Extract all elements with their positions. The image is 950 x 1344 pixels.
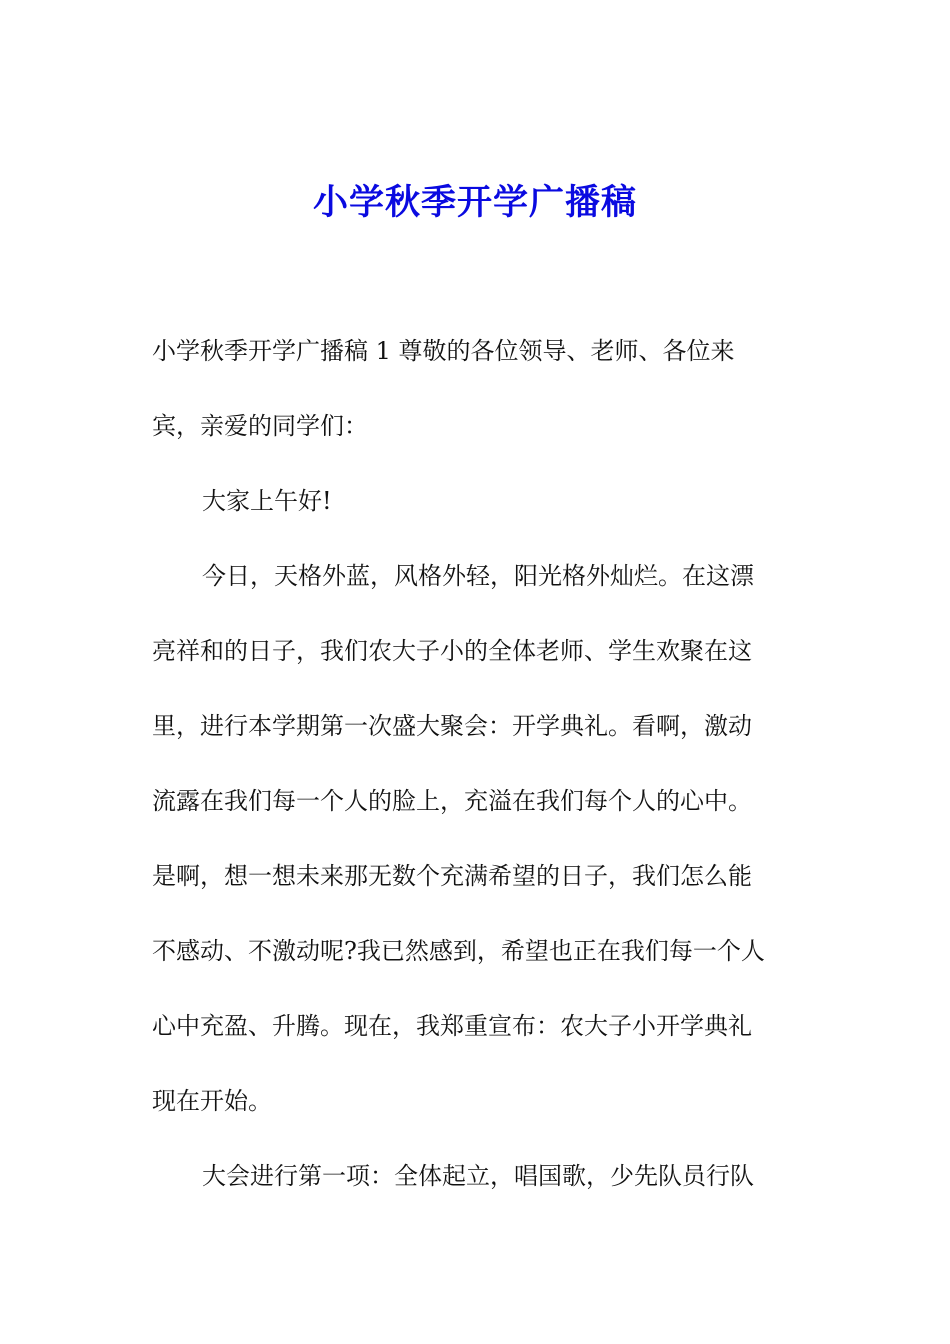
document-title: 小学秋季开学广播稿 bbox=[312, 183, 637, 223]
body-line: 亮祥和的日子，我们农大子小的全体老师、学生欢聚在这 bbox=[152, 637, 752, 665]
body-line: 今日，天格外蓝，风格外轻，阳光格外灿烂。在这漂 bbox=[202, 562, 754, 590]
body-line: 流露在我们每一个人的脸上，充溢在我们每个人的心中。 bbox=[152, 787, 752, 815]
body-line: 宾，亲爱的同学们： bbox=[152, 412, 368, 440]
body-line: 不感动、不激动呢?我已然感到，希望也正在我们每一个人 bbox=[152, 937, 765, 965]
body-line: 心中充盈、升腾。现在，我郑重宣布：农大子小开学典礼 bbox=[152, 1012, 752, 1040]
body-line: 大会进行第一项：全体起立，唱国歌，少先队员行队 bbox=[202, 1162, 754, 1190]
body-line: 现在开始。 bbox=[152, 1087, 272, 1115]
body-line: 大家上午好! bbox=[202, 487, 332, 515]
body-line: 是啊，想一想未来那无数个充满希望的日子，我们怎么能 bbox=[152, 862, 752, 890]
body-line: 里，进行本学期第一次盛大聚会：开学典礼。看啊，激动 bbox=[152, 712, 752, 740]
body-line: 小学秋季开学广播稿 1 尊敬的各位领导、老师、各位来 bbox=[152, 337, 735, 365]
